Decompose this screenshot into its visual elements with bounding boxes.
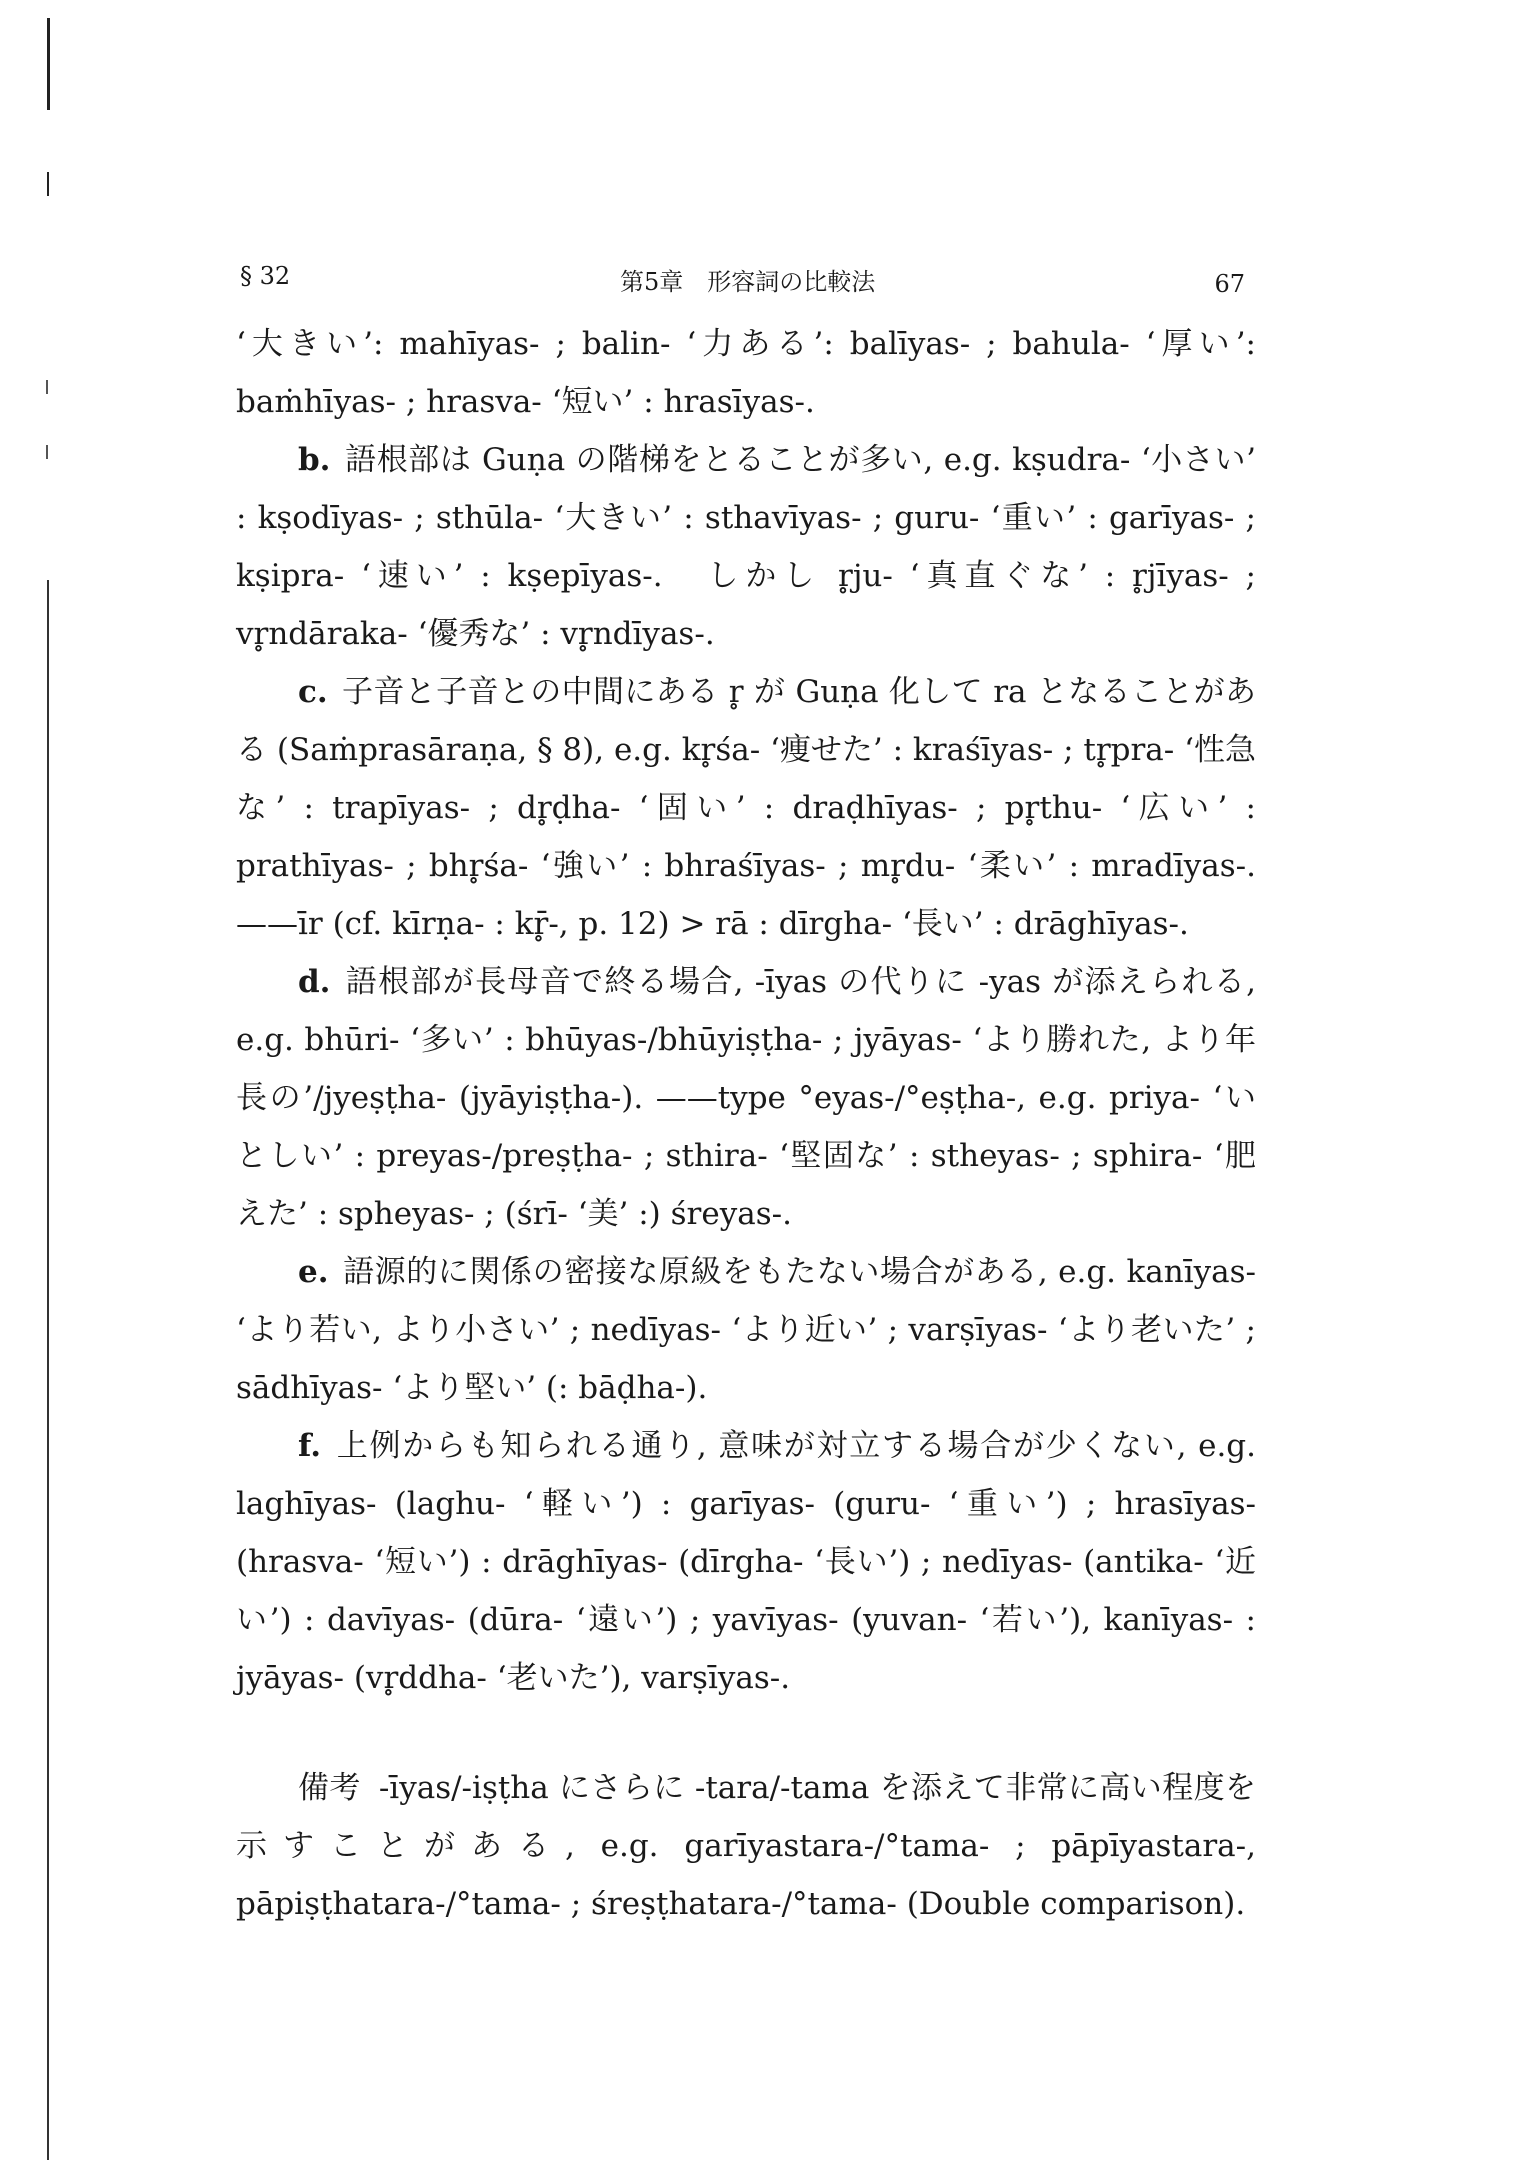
scan-edge-mark	[47, 172, 49, 196]
paragraph-text: 語源的に関係の密接な原級をもたない場合がある, e.g. kanīyas- ‘より若い, より小さい’ ; nedīyas- ‘より近い’ ; varṣīyas- ‘より老いた’ ; sādhīyas- ‘より堅い’ (: bāḍha-).	[236, 1254, 1256, 1406]
paragraph-marker: f.	[298, 1428, 322, 1464]
paragraph-text: 語根部が長母音で終る場合, -īyas の代りに -yas が添えられる, e.g. bhūri- ‘多い’ : bhūyas-/bhūyiṣṭha- ; jyāyas- ‘より勝れた, より年長の’/jyeṣṭha- (jyāyiṣṭha-). ——type °eyas-/°eṣṭha-, e.g. priya- ‘いとしい’ : preyas-/preṣṭha- ; sthira- ‘堅固な’ : stheyas- ; sphira- ‘肥えた’ : spheyas- ; (śrī- ‘美’ :) śreyas-.	[236, 964, 1256, 1232]
paragraph-continuation	[236, 315, 1256, 431]
page-body	[236, 315, 1256, 1933]
paragraph-text: 子音と子音との中間にある r̥ が Guṇa 化して ra となることがある (Saṁprasāraṇa, § 8), e.g. kr̥śa- ‘痩せた’ : kraśīyas- ; tr̥pra- ‘性急な’ : trapīyas- ; dr̥ḍha- ‘固い’ : draḍhīyas- ; pr̥thu- ‘広い’ : prathīyas- ; bhr̥śa- ‘強い’ : bhraśīyas- ; mr̥du- ‘柔い’ : mradīyas-. ——īr (cf. kīrṇa- : kr̥̄-, p. 12) > rā : dīrgha- ‘長い’ : drāghīyas-.	[236, 674, 1256, 942]
section-number: § 32	[240, 262, 291, 290]
scan-edge-mark	[46, 380, 48, 394]
chapter-title: 第5章 形容詞の比較法	[620, 268, 876, 296]
paragraph-text: 上例からも知られる通り, 意味が対立する場合が少くない, e.g. laghīyas- (laghu- ‘軽い’) : garīyas- (guru- ‘重い’) ; hrasīyas- (hrasva- ‘短い’) : drāghīyas- (dīrgha- ‘長い’) ; nedīyas- (antika- ‘近い’) : davīyas- (dūra- ‘遠い’) ; yavīyas- (yuvan- ‘若い’), kanīyas- : jyāyas- (vr̥ddha- ‘老いた’), varṣīyas-.	[236, 1428, 1256, 1696]
paragraph-marker: c.	[298, 674, 328, 710]
paragraph-e	[236, 1243, 1256, 1417]
page-number: 67	[1214, 270, 1245, 298]
paragraph-text: 語根部は Guṇa の階梯をとることが多い, e.g. kṣudra- ‘小さい’ : kṣodīyas- ; sthūla- ‘大きい’ : sthavīyas- ; guru- ‘重い’ : garīyas- ; kṣipra- ‘速い’ : kṣepīyas-. しかし r̥ju- ‘真直ぐな’ : r̥jīyas- ; vr̥ndāraka- ‘優秀な’ : vr̥ndīyas-.	[236, 442, 1256, 652]
paragraph-d	[236, 953, 1256, 1243]
paragraph-marker: d.	[298, 964, 331, 1000]
note-label: 備考	[298, 1770, 361, 1806]
remark-note	[236, 1759, 1256, 1933]
paragraph-text: ‘大きい’: mahīyas- ; balin- ‘力ある’: balīyas- ; bahula- ‘厚い’: baṁhīyas- ; hrasva- ‘短い’ : hrasīyas-.	[236, 326, 1256, 420]
paragraph-f	[236, 1417, 1256, 1707]
paragraph-c	[236, 663, 1256, 953]
paragraph-b	[236, 431, 1256, 663]
scan-edge-mark	[46, 445, 48, 459]
scan-edge-mark	[47, 580, 49, 2160]
note-text: -īyas/-iṣṭha にさらに -tara/-tama を添えて非常に高い程度を示すことがある, e.g. garīyastara-/°tama- ; pāpīyastara-, pāpiṣṭhatara-/°tama- ; śreṣṭhatara-/°tama- (Double comparison).	[236, 1770, 1257, 1922]
paragraph-marker: e.	[298, 1254, 329, 1290]
scan-edge-mark	[47, 18, 50, 110]
paragraph-marker: b.	[298, 442, 331, 478]
page-header	[240, 262, 1260, 302]
